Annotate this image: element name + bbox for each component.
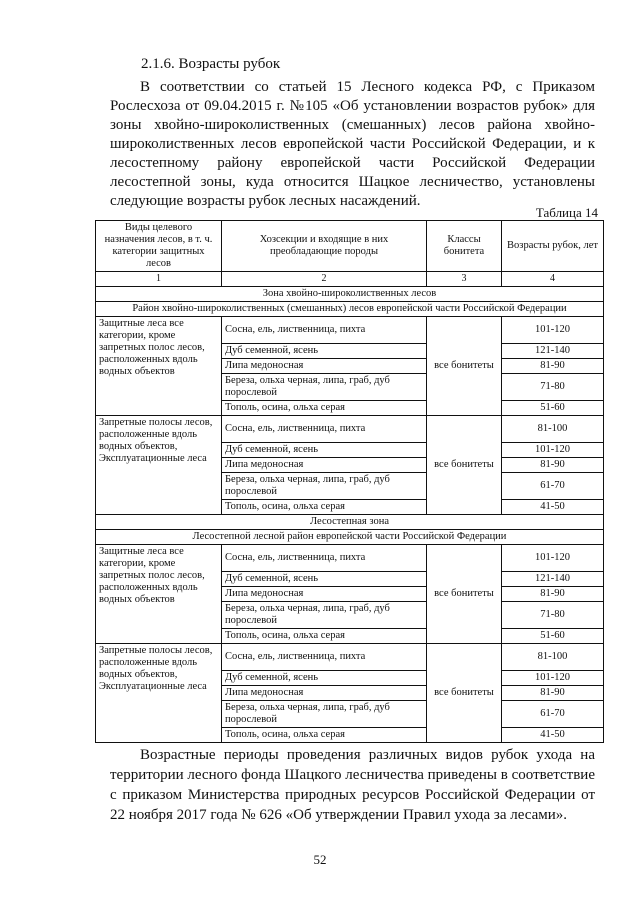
species-cell: Дуб семенной, ясень xyxy=(222,443,427,458)
species-cell: Липа медоносная xyxy=(222,686,427,701)
table-row xyxy=(96,644,604,671)
species-cell: Тополь, осина, ольха серая xyxy=(222,728,427,743)
species-cell: Сосна, ель, лиственница, пихта xyxy=(222,545,427,572)
table-row xyxy=(96,317,604,344)
region-row xyxy=(96,302,604,317)
species-cell: Береза, ольха черная, липа, граб, дуб порослевой xyxy=(222,701,427,728)
region-row xyxy=(96,530,604,545)
species-cell: Тополь, осина, ольха серая xyxy=(222,401,427,416)
species-cell: Тополь, осина, ольха серая xyxy=(222,629,427,644)
cutting-age: 81-90 xyxy=(502,458,604,473)
cutting-age: 121-140 xyxy=(502,344,604,359)
cutting-age: 81-90 xyxy=(502,686,604,701)
cutting-age: 81-100 xyxy=(502,416,604,443)
zone-title: Лесостепная зона xyxy=(96,515,604,530)
site-class: все бонитеты xyxy=(427,644,502,743)
section-heading: 2.1.6. Возрасты рубок xyxy=(141,56,281,72)
cutting-age: 81-100 xyxy=(502,644,604,671)
header-age: Возрасты рубок, лет xyxy=(502,221,604,272)
col-number: 1 xyxy=(96,272,222,287)
region-title: Лесостепной лесной район европейской части Российской Федерации xyxy=(96,530,604,545)
header-class: Классы бонитета xyxy=(427,221,502,272)
forest-category: Запретные полосы лесов, расположенные вдоль водных объектов, Эксплуатационные леса xyxy=(96,416,222,515)
table-row xyxy=(96,416,604,443)
cutting-age: 101-120 xyxy=(502,443,604,458)
zone-title: Зона хвойно-широколиственных лесов xyxy=(96,287,604,302)
closing-paragraph: Возрастные периоды проведения различных видов рубок ухода на территории лесного фонда Шацкого лесничества приведены в соответствие с приказом Министерства природных ресурсов Российской Федерации от 22 ноября 2017 года № 626 «Об утверждении Правил ухода за лесами». xyxy=(110,747,595,823)
table-body xyxy=(96,287,604,743)
cutting-age: 121-140 xyxy=(502,572,604,587)
species-cell: Сосна, ель, лиственница, пихта xyxy=(222,416,427,443)
species-cell: Береза, ольха черная, липа, граб, дуб порослевой xyxy=(222,473,427,500)
forest-category: Запретные полосы лесов, расположенные вдоль водных объектов, Эксплуатационные леса xyxy=(96,644,222,743)
species-cell: Береза, ольха черная, липа, граб, дуб порослевой xyxy=(222,374,427,401)
header-purpose: Виды целевого назначения лесов, в т. ч. категории защитных лесов xyxy=(96,221,222,272)
species-cell: Дуб семенной, ясень xyxy=(222,572,427,587)
cutting-age: 41-50 xyxy=(502,728,604,743)
cutting-age: 81-90 xyxy=(502,359,604,374)
page-number: 52 xyxy=(313,852,327,867)
table-header-row xyxy=(96,221,604,272)
cutting-age: 61-70 xyxy=(502,701,604,728)
table-caption: Таблица 14 xyxy=(535,205,598,220)
site-class: все бонитеты xyxy=(427,317,502,416)
cutting-age: 61-70 xyxy=(502,473,604,500)
site-class: все бонитеты xyxy=(427,416,502,515)
zone-row xyxy=(96,287,604,302)
table-row xyxy=(96,545,604,572)
site-class: все бонитеты xyxy=(427,545,502,644)
col-number: 3 xyxy=(427,272,502,287)
forest-category: Защитные леса все категории, кроме запретных полос лесов, расположенных вдоль водных объектов xyxy=(96,545,222,644)
cutting-age: 71-80 xyxy=(502,374,604,401)
cutting-age: 41-50 xyxy=(502,500,604,515)
cutting-age: 81-90 xyxy=(502,587,604,602)
species-cell: Сосна, ель, лиственница, пихта xyxy=(222,317,427,344)
cutting-age: 51-60 xyxy=(502,629,604,644)
cutting-age: 71-80 xyxy=(502,602,604,629)
species-cell: Липа медоносная xyxy=(222,359,427,374)
col-number: 4 xyxy=(502,272,604,287)
species-cell: Береза, ольха черная, липа, граб, дуб порослевой xyxy=(222,602,427,629)
intro-paragraph: В соответствии со статьей 15 Лесного кодекса РФ, с Приказом Рослесхоза от 09.04.2015 г. №105 «Об установлении возрастов рубок» для зоны хвойно-широколиственных (смешанных) лесов района хвойно-широколиственных лесов европейской части Российской Федерации, и к лесостепному району европейской части Российской Федерации лесостепной зоны, куда относится Шацкое лесничество, установлены следующие возрасты рубок лесных насаждений. xyxy=(110,79,595,209)
species-cell: Дуб семенной, ясень xyxy=(222,344,427,359)
cutting-age: 101-120 xyxy=(502,671,604,686)
col-number: 2 xyxy=(222,272,427,287)
cutting-age: 51-60 xyxy=(502,401,604,416)
species-cell: Дуб семенной, ясень xyxy=(222,671,427,686)
cutting-age: 101-120 xyxy=(502,317,604,344)
zone-row xyxy=(96,515,604,530)
forest-category: Защитные леса все категории, кроме запретных полос лесов, расположенных вдоль водных объектов xyxy=(96,317,222,416)
species-cell: Липа медоносная xyxy=(222,587,427,602)
cutting-age-table xyxy=(95,220,604,743)
header-species: Хозсекции и входящие в них преобладающие породы xyxy=(222,221,427,272)
species-cell: Сосна, ель, лиственница, пихта xyxy=(222,644,427,671)
species-cell: Липа медоносная xyxy=(222,458,427,473)
species-cell: Тополь, осина, ольха серая xyxy=(222,500,427,515)
region-title: Район хвойно-широколиственных (смешанных) лесов европейской части Российской Федерации xyxy=(96,302,604,317)
cutting-age: 101-120 xyxy=(502,545,604,572)
table-number-row xyxy=(96,272,604,287)
